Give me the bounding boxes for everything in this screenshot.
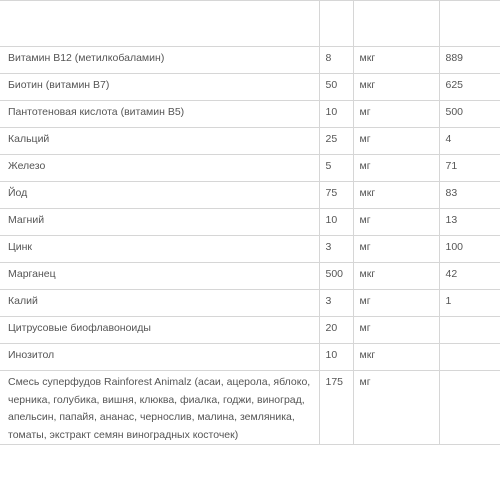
nutrient-amount: 10 (319, 209, 353, 236)
nutrient-amount: 50 (319, 74, 353, 101)
table-row (0, 155, 500, 182)
table-row (0, 344, 500, 371)
nutrient-name: Кальций (0, 128, 319, 155)
daily-value: 889 (439, 47, 500, 74)
table-row (0, 182, 500, 209)
nutrient-name: Витамин B12 (метилкобаламин) (0, 47, 319, 74)
nutrient-unit: мг (353, 290, 439, 317)
stub-cell (319, 1, 353, 47)
nutrient-name: Пантотеновая кислота (витамин B5) (0, 101, 319, 128)
nutrient-unit: мкг (353, 182, 439, 209)
daily-value: 1 (439, 290, 500, 317)
table-row-stub (0, 1, 500, 47)
daily-value: 100 (439, 236, 500, 263)
nutrient-name: Калий (0, 290, 319, 317)
daily-value: 71 (439, 155, 500, 182)
nutrient-amount: 500 (319, 263, 353, 290)
table-row (0, 74, 500, 101)
nutrient-unit: мг (353, 317, 439, 344)
nutrient-name: Биотин (витамин B7) (0, 74, 319, 101)
nutrient-unit: мг (353, 209, 439, 236)
nutrient-name: Смесь суперфудов Rainforest Animalz (асаи, ацерола, яблоко, черника, голубика, вишня, клюква, фиалка, годжи, виноград, апельсин, папайя, ананас, чернослив, малина, земляника, томаты, экстракт семян виноградных косточек) (0, 371, 319, 445)
table-row (0, 47, 500, 74)
table-row (0, 263, 500, 290)
table-row (0, 317, 500, 344)
nutrient-unit: мг (353, 371, 439, 445)
nutrient-unit: мг (353, 101, 439, 128)
nutrient-amount: 3 (319, 290, 353, 317)
table-row (0, 371, 500, 445)
daily-value: 500 (439, 101, 500, 128)
nutrient-unit: мкг (353, 344, 439, 371)
nutrient-amount: 10 (319, 101, 353, 128)
nutrient-name: Цитрусовые биофлавоноиды (0, 317, 319, 344)
nutrient-unit: мг (353, 128, 439, 155)
daily-value (439, 371, 500, 445)
nutrient-name: Цинк (0, 236, 319, 263)
nutrient-unit: мг (353, 236, 439, 263)
nutrient-unit: мкг (353, 74, 439, 101)
nutrient-amount: 20 (319, 317, 353, 344)
table-row (0, 290, 500, 317)
table-row (0, 101, 500, 128)
daily-value: 83 (439, 182, 500, 209)
nutrient-unit: мкг (353, 47, 439, 74)
stub-cell (0, 1, 319, 47)
table-row (0, 128, 500, 155)
stub-cell (353, 1, 439, 47)
daily-value: 4 (439, 128, 500, 155)
table-row (0, 236, 500, 263)
nutrient-amount: 75 (319, 182, 353, 209)
nutrient-name: Железо (0, 155, 319, 182)
daily-value: 42 (439, 263, 500, 290)
daily-value: 13 (439, 209, 500, 236)
stub-cell (439, 1, 500, 47)
daily-value (439, 344, 500, 371)
nutrient-amount: 10 (319, 344, 353, 371)
nutrient-amount: 5 (319, 155, 353, 182)
nutrient-amount: 25 (319, 128, 353, 155)
nutrient-name: Магний (0, 209, 319, 236)
daily-value (439, 317, 500, 344)
table-row (0, 209, 500, 236)
nutrient-amount: 3 (319, 236, 353, 263)
nutrient-unit: мкг (353, 263, 439, 290)
nutrient-name: Марганец (0, 263, 319, 290)
nutrient-name: Йод (0, 182, 319, 209)
nutrient-amount: 8 (319, 47, 353, 74)
nutrient-name: Инозитол (0, 344, 319, 371)
nutrient-unit: мг (353, 155, 439, 182)
nutrient-amount: 175 (319, 371, 353, 445)
daily-value: 625 (439, 74, 500, 101)
